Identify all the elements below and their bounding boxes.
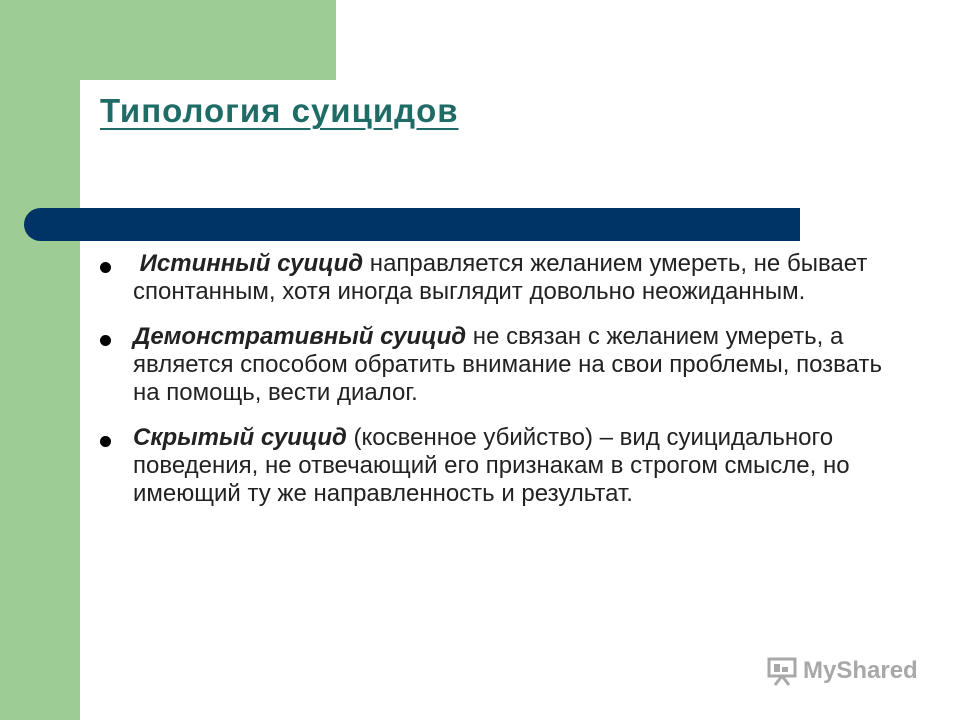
bullet-item-hidden-suicide: [100, 424, 900, 508]
presentation-board-icon: [766, 656, 798, 686]
bullet-dot-icon: [100, 436, 111, 447]
bullet-dot-icon: [100, 262, 111, 273]
slide-title: Типология суицидов: [100, 92, 459, 129]
bullet-item-demonstrative-suicide: [100, 323, 900, 407]
watermark-text: MyShared: [803, 657, 918, 684]
green-side-band: [0, 0, 80, 720]
bullet-list: [100, 250, 900, 525]
bullet-term: Истинный суицид: [139, 250, 364, 277]
bullet-term: Демонстративный суицид: [133, 323, 467, 350]
bullet-text: направляется желанием умереть, не бывает спонтанным, хотя иногда выглядит довольно неожиданным.: [133, 250, 868, 305]
bullet-text: (косвенное убийство) – вид суицидального поведения, не отвечающий его признакам в строгом смысле, но имеющий ту же направленность и результат.: [133, 424, 850, 507]
bullet-item-true-suicide: [100, 250, 900, 306]
bullet-term: Скрытый суицид: [133, 424, 347, 451]
bullet-lead-space: [133, 250, 140, 277]
watermark: [766, 656, 918, 686]
bullet-dot-icon: [100, 335, 111, 346]
green-top-band: [80, 0, 336, 80]
title-divider-bar: [24, 208, 800, 241]
bullet-text: не связан с желанием умереть, а является способом обратить внимание на свои проблемы, позвать на помощь, вести диалог.: [133, 323, 882, 406]
